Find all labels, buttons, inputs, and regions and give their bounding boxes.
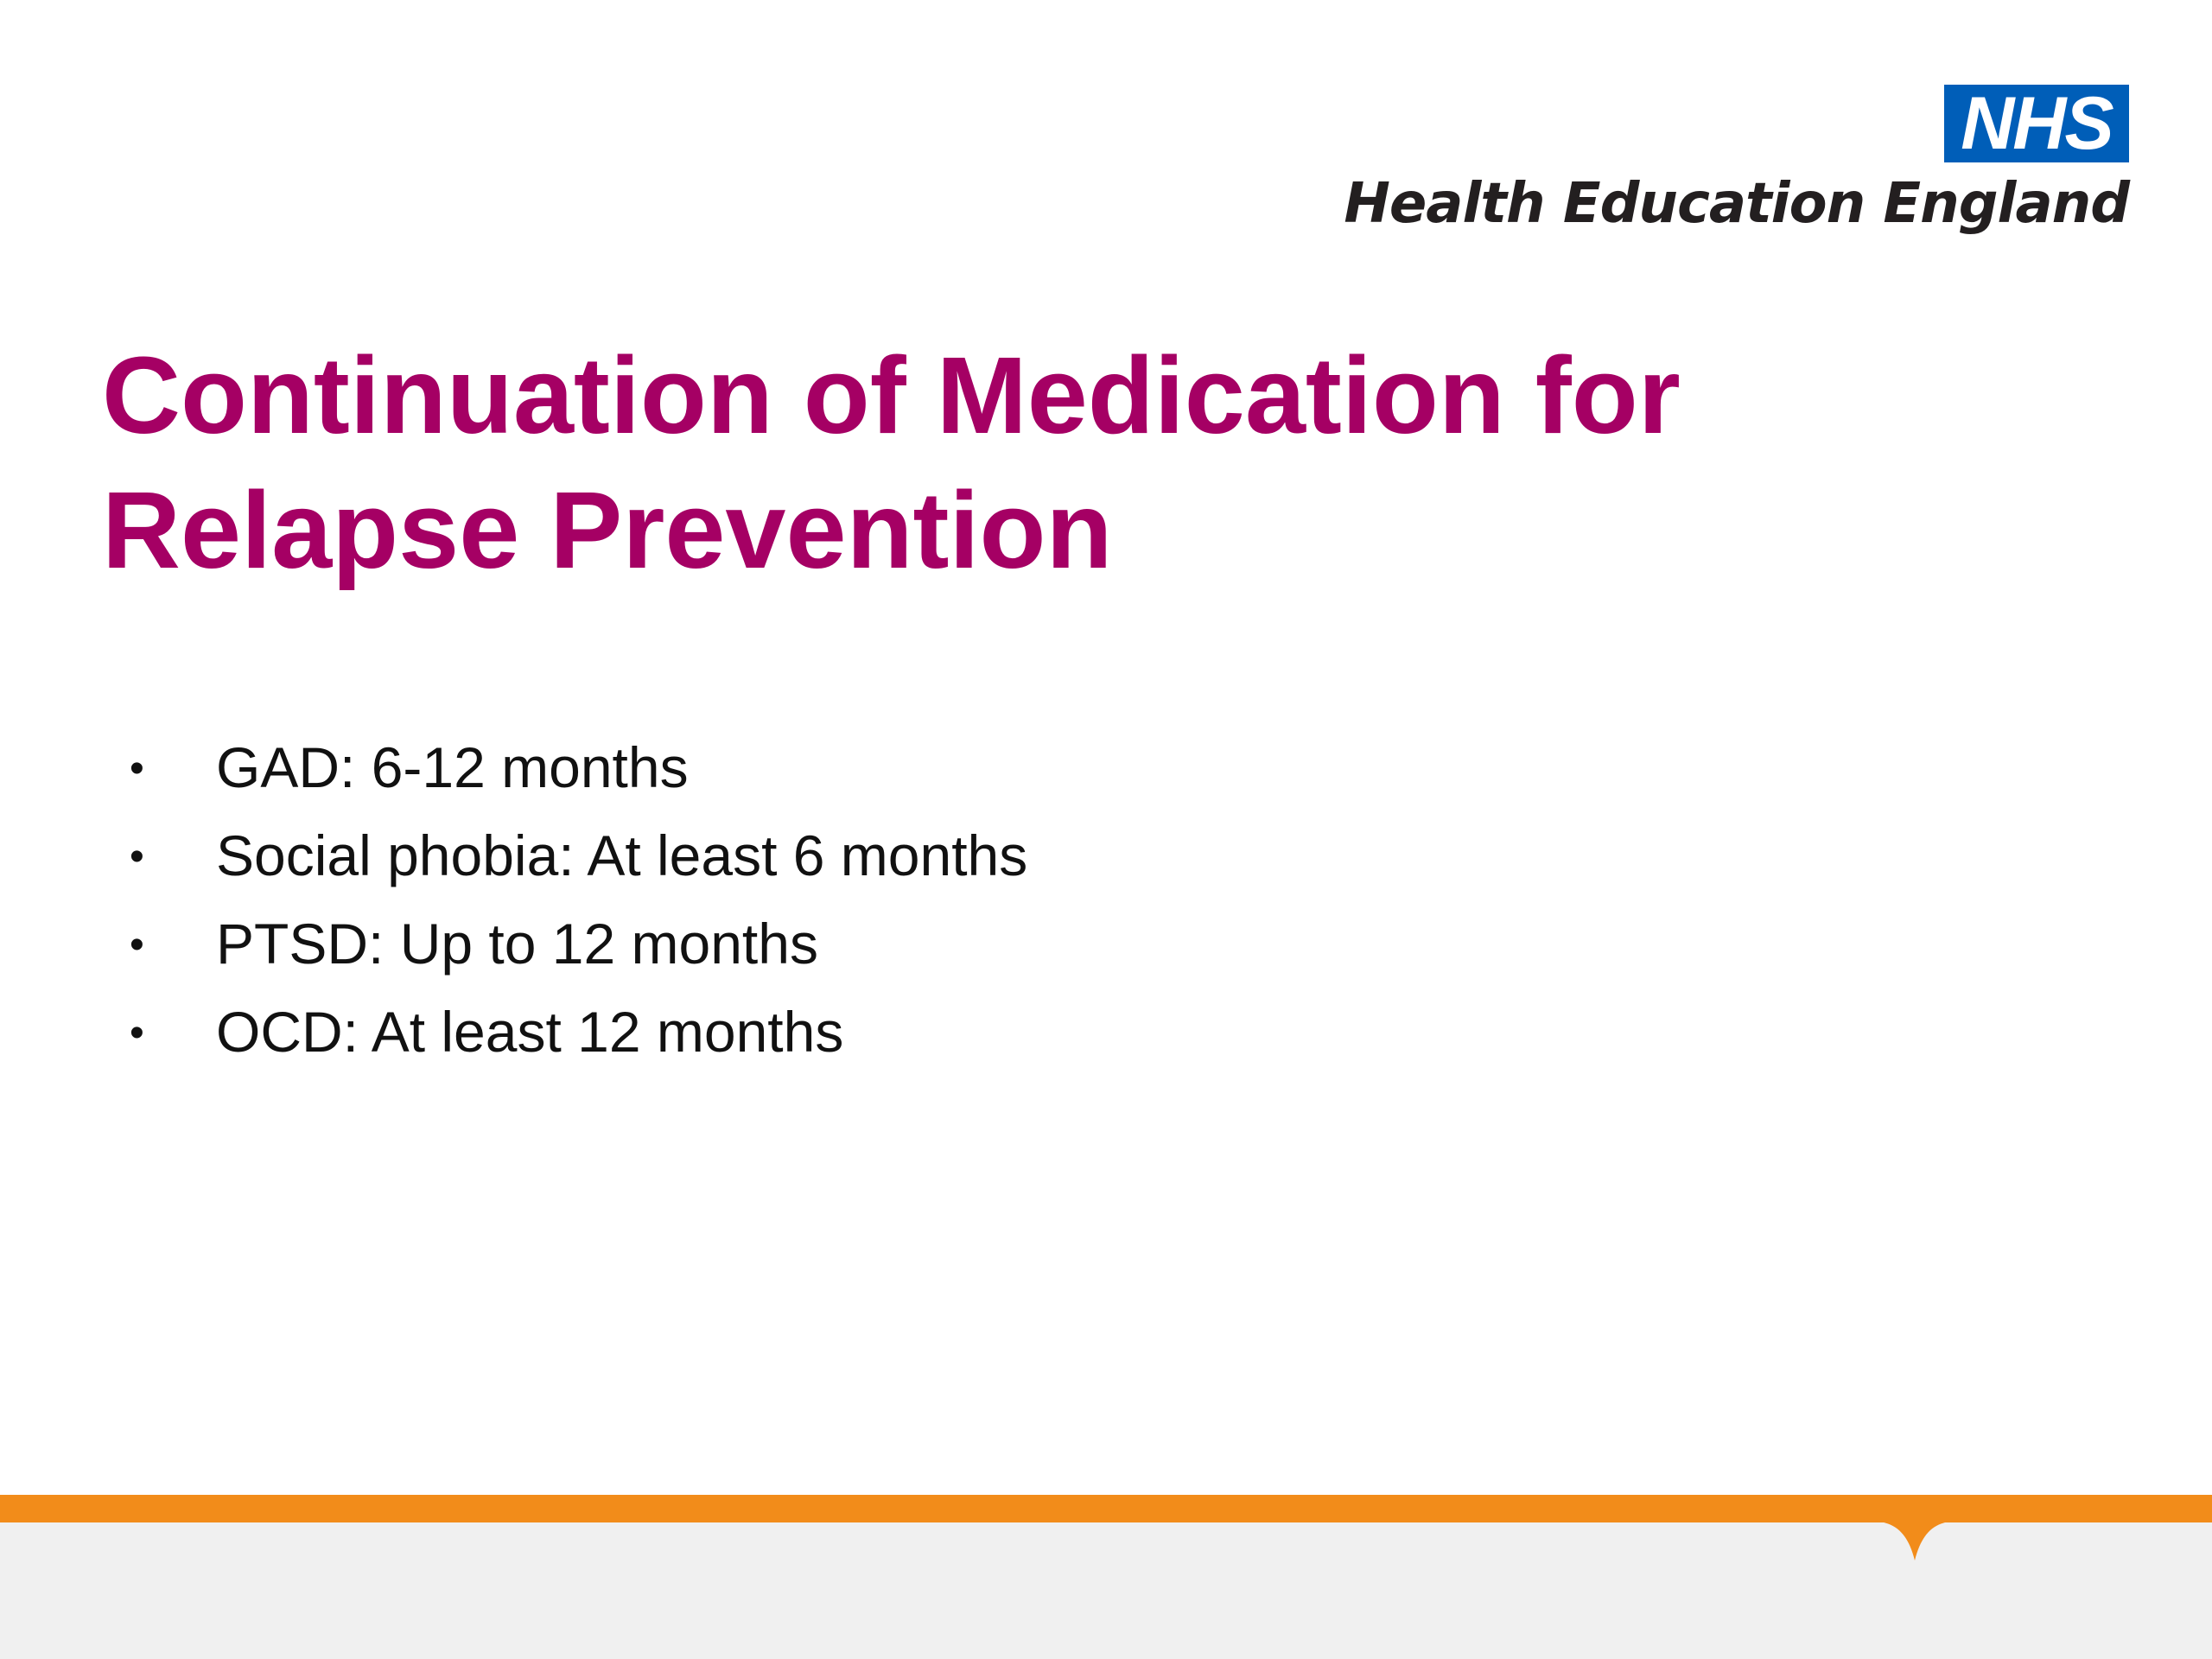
nhs-logo-text: NHS: [1961, 82, 2113, 165]
nhs-logo-badge: [1944, 82, 2129, 165]
footer-orange-bar: [0, 1495, 2212, 1522]
list-item: [130, 999, 1027, 1087]
bullet-text: OCD: At least 12 months: [216, 1000, 844, 1064]
slide-title-line-1: Continuation of Medication for: [102, 334, 1681, 456]
slide-title: [102, 328, 1916, 598]
list-item: [130, 911, 1027, 999]
list-item: [130, 823, 1027, 911]
slide-title-line-2: Relapse Prevention: [102, 469, 1113, 591]
nhs-hee-logo: [1344, 82, 2129, 240]
bullet-icon: •: [130, 1010, 144, 1056]
bullet-text: Social phobia: At least 6 months: [216, 823, 1028, 887]
bullet-list: [130, 734, 1027, 1087]
list-item: [130, 734, 1027, 823]
bullet-icon: •: [130, 922, 144, 968]
bullet-icon: •: [130, 834, 144, 880]
organisation-name: Health Education England: [1344, 172, 2129, 236]
bullet-icon: •: [130, 746, 144, 791]
bullet-text: GAD: 6-12 months: [216, 735, 689, 799]
bullet-text: PTSD: Up to 12 months: [216, 912, 818, 976]
footer-notch-icon: [1866, 1521, 1961, 1560]
